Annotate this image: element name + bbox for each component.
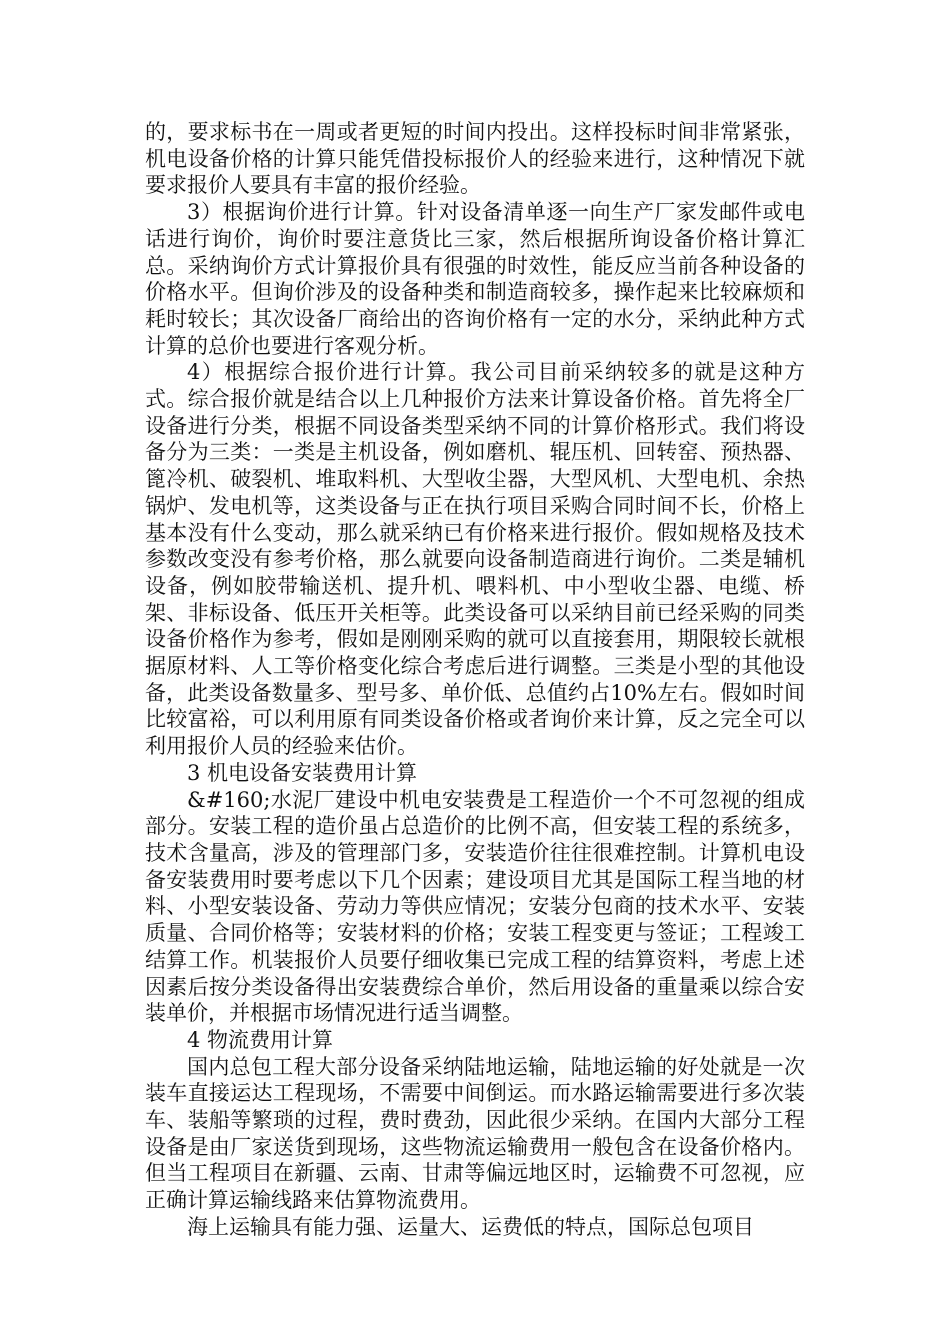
section-heading-logistics: 4 物流费用计算 <box>187 1027 334 1052</box>
paragraph-sea-transport: 海上运输具有能力强、运量大、运费低的特点，国际总包项目 <box>187 1214 754 1239</box>
document-body <box>145 119 805 1241</box>
paragraph-continuation: 的，要求标书在一周或者更短的时间内投出。这样投标时间非常紧张，机电设备价格的计算只能凭借投标报价人的经验来进行，这种情况下就要求报价人要具有丰富的报价经验。 <box>145 120 805 198</box>
paragraph-inquiry-pricing: 3）根据询价进行计算。针对设备清单逐一向生产厂家发邮件或电话进行询价，询价时要注意货比三家，然后根据所询设备价格计算汇总。采纳询价方式计算报价具有很强的时效性，能反应当前各种设备的价格水平。但询价涉及的设备种类和制造商较多，操作起来比较麻烦和耗时较长；其次设备厂商给出的咨询价格有一定的水分，采纳此种方式计算的总价也要进行客观分析。 <box>145 200 805 358</box>
section-heading-installation: 3 机电设备安装费用计算 <box>187 760 418 785</box>
paragraph-domestic-transport: 国内总包工程大部分设备采纳陆地运输，陆地运输的好处就是一次装车直接运达工程现场，不需要中间倒运。而水路运输需要进行多次装车、装船等繁琐的过程，费时费劲，因此很少采纳。在国内大部分工程设备是由厂家送货到现场，这些物流运输费用一般包含在设备价格内。但当工程项目在新疆、云南、甘肃等偏远地区时，运输费不可忽视，应正确计算运输线路来估算物流费用。 <box>145 1054 805 1213</box>
paragraph-comprehensive-pricing: 4）根据综合报价进行计算。我公司目前采纳较多的就是这种方式。综合报价就是结合以上几种报价方法来计算设备价格。首先将全厂设备进行分类，根据不同设备类型采纳不同的计算价格形式。我们将设备分为三类：一类是主机设备，例如磨机、辊压机、回转窑、预热器、篦冷机、破裂机、堆取料机、大型收尘器，大型风机、大型电机、余热锅炉、发电机等，这类设备与正在执行项目采购合同时间不长，价格上基本没有什么变动，那么就采纳已有价格来进行报价。假如规格及技术参数改变没有参考价格，那么就要向设备制造商进行询价。二类是辅机设备，例如胶带输送机、提升机、喂料机、中小型收尘器、电缆、桥架、非标设备、低压开关柜等。此类设备可以采纳目前已经采购的同类设备价格作为参考，假如是刚刚采购的就可以直接套用，期限较长就根据原材料、人工等价格变化综合考虑后进行调整。三类是小型的其他设备，此类设备数量多、型号多、单价低、总值约占10%左右。假如时间比较富裕，可以利用原有同类设备价格或者询价来计算，反之完全可以利用报价人员的经验来估价。 <box>145 360 805 759</box>
paragraph-installation-cost: &#160;水泥厂建设中机电安装费是工程造价一个不可忽视的组成部分。安装工程的造价虽占总造价的比例不高，但安装工程的系统多，技术含量高，涉及的管理部门多，安装造价往往很难控制。计算机电设备安装费用时要考虑以下几个因素；建设项目尤其是国际工程当地的材料、小型安装设备、劳动力等供应情况；安装分包商的技术水平、安装质量、合同价格等；安装材料的价格；安装工程变更与签证；工程竣工结算工作。机装报价人员要仔细收集已完成工程的结算资料，考虑上述因素后按分类设备得出安装费综合单价，然后用设备的重量乘以综合安装单价，并根据市场情况进行适当调整。 <box>145 787 805 1026</box>
